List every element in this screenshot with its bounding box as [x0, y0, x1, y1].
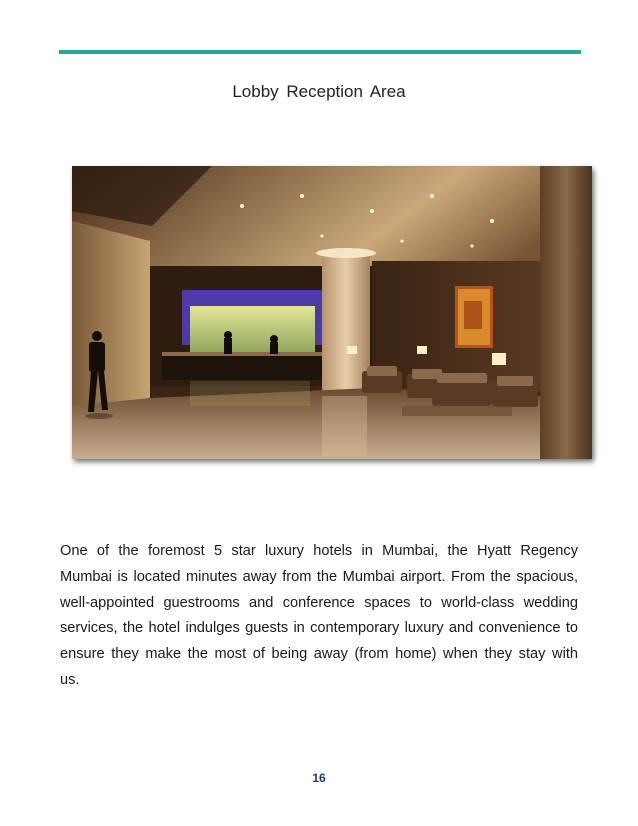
description-paragraph: One of the foremost 5 star luxury hotels in Mumbai, the Hyatt Regency Mumbai is located minutes away from the Mumbai airport. From the spacious, well-appointed guestrooms and conference spaces to world-class wedding services, the hotel indulges guests in contemporary luxury and convenience to ensure they make the most of being away (from home) when they stay with us. [60, 543, 578, 688]
page-title: Lobby Reception Area [232, 82, 406, 101]
header-rule [59, 50, 581, 54]
hotel-lobby-photo [72, 166, 592, 459]
page-number: 16 [312, 771, 326, 785]
